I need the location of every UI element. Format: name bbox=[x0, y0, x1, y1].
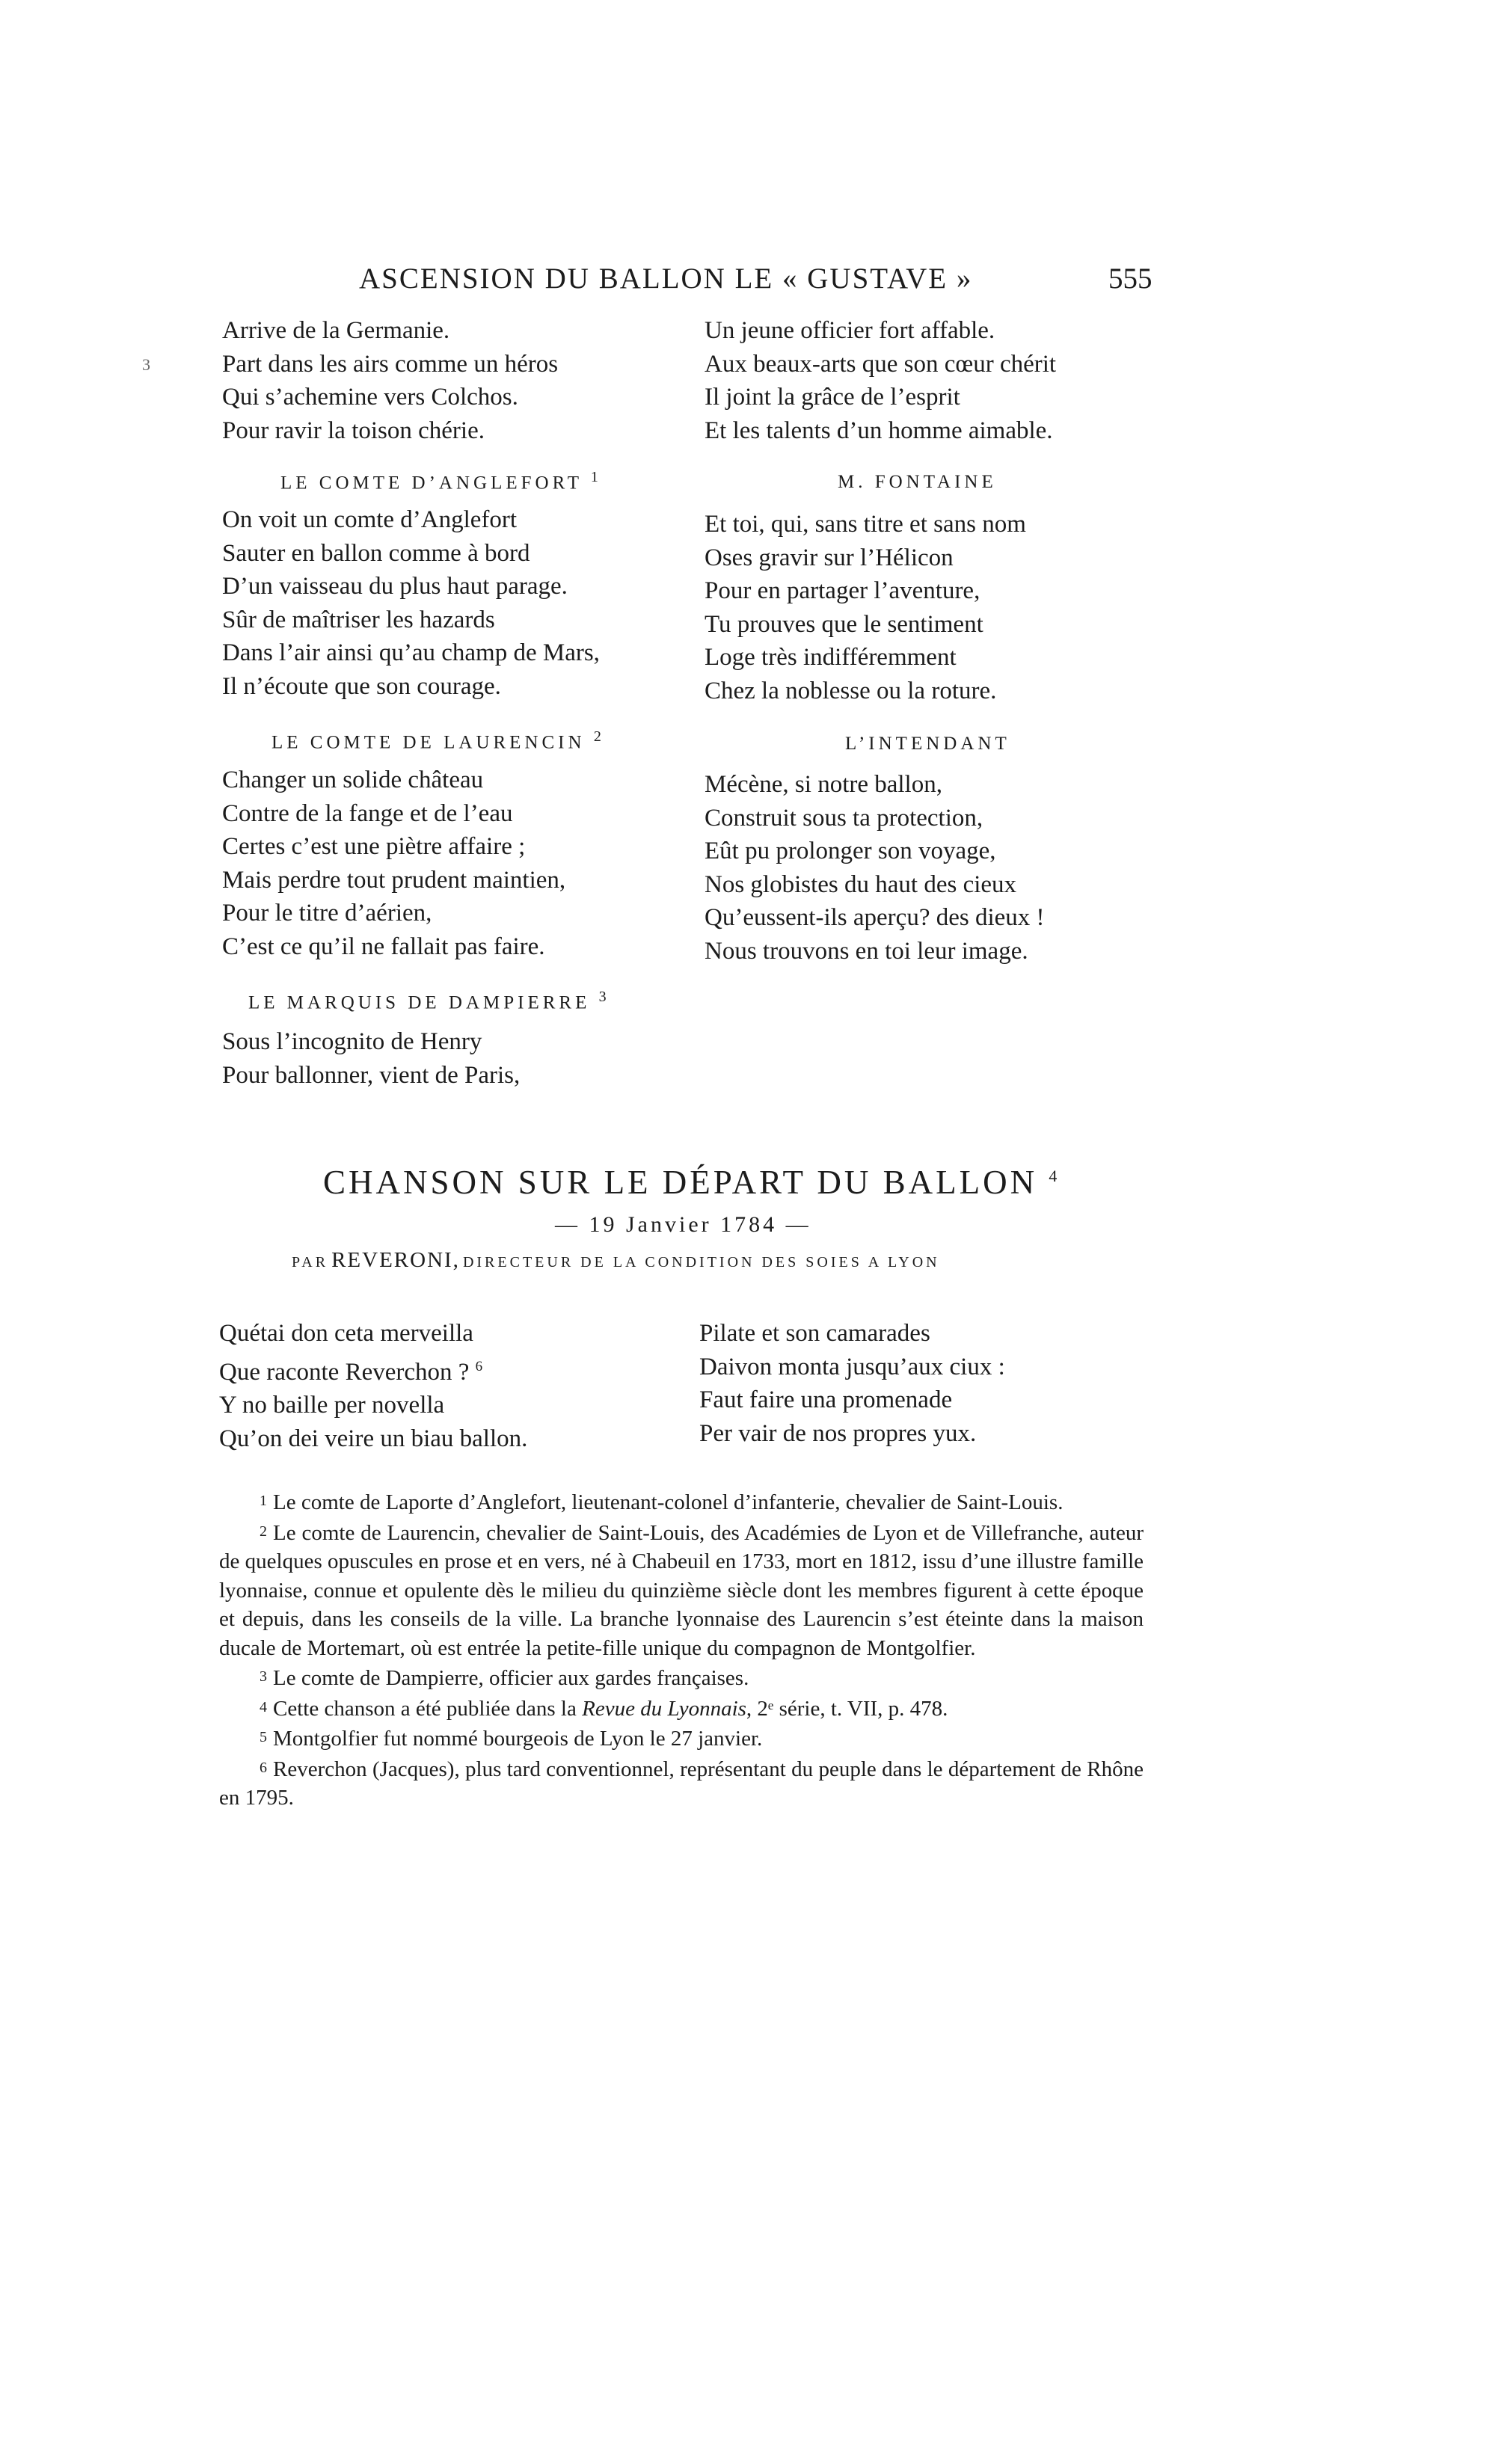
verse-line: Part dans les airs comme un héros bbox=[222, 350, 559, 378]
song-title-text: CHANSON SUR LE DÉPART DU BALLON bbox=[323, 1164, 1038, 1201]
speaker-heading bbox=[845, 734, 1010, 755]
verse-line: C’est ce qu’il ne fallait pas faire. bbox=[222, 933, 545, 960]
footnote-text: Montgolfier fut nommé bourgeois de Lyon le 27 janvier. bbox=[273, 1727, 763, 1751]
speaker-name: L’INTENDANT bbox=[845, 734, 1010, 754]
footnote-ref: 4 bbox=[1049, 1167, 1058, 1185]
verse-line: Chez la noblesse ou la roture. bbox=[705, 677, 997, 704]
song-byline bbox=[292, 1248, 940, 1273]
footnote-text: Reverchon (Jacques), plus tard conventionnel, représentant du peuple dans le département de Rhône en 1795. bbox=[219, 1757, 1144, 1810]
verse-line: Pilate et son camarades bbox=[699, 1320, 930, 1347]
verse-line: Sous l’incognito de Henry bbox=[222, 1028, 482, 1055]
speaker-name: M. FONTAINE bbox=[838, 472, 997, 492]
footnote-number: 3 bbox=[260, 1668, 267, 1685]
byline-par: PAR bbox=[292, 1254, 329, 1271]
speaker-name: LE MARQUIS DE DAMPIERRE bbox=[248, 992, 591, 1013]
footnote-ref: 3 bbox=[598, 989, 607, 1005]
footnote bbox=[219, 1487, 1144, 1517]
left-stanza-3 bbox=[222, 764, 565, 963]
footnote bbox=[219, 1693, 1144, 1724]
footnote-text: , 2ᵉ série, t. VII, p. 478. bbox=[746, 1696, 948, 1721]
footnote-text: Le comte de Laurencin, chevalier de Saint-Louis, des Académies de Lyon et de Villefranche, auteur de quelques opuscules en prose et en vers, né à Chabeuil en 1733, mort en 1812, issu d’une illustre famille lyonnaise, connue et opulente dès le milieu du quinzième siècle dont les membres figurent à cette époque et depuis, dans les conseils de la ville. La branche lyonnaise des Laurencin s’est éteinte dans la maison ducale de Mortemart, où est entrée la petite-fille unique du compagnon de Montgolfier. bbox=[219, 1520, 1144, 1660]
byline-author: REVERONI, bbox=[331, 1248, 460, 1272]
footnote-text: Cette chanson a été publiée dans la bbox=[273, 1696, 583, 1721]
verse-line: Nos globistes du haut des cieux bbox=[705, 870, 1017, 898]
verse-line: Pour ravir la toison chérie. bbox=[222, 417, 485, 444]
verse-line: Mécène, si notre ballon, bbox=[705, 771, 942, 798]
verse-line: On voit un comte d’Anglefort bbox=[222, 506, 518, 533]
footnote bbox=[219, 1662, 1144, 1693]
footnote-text: Le comte de Laporte d’Anglefort, lieutenant-colonel d’infanterie, chevalier de Saint-Louis. bbox=[273, 1490, 1064, 1514]
left-stanza-2 bbox=[222, 503, 600, 703]
footnote-ref: 1 bbox=[590, 469, 598, 485]
verse-line: Tu prouves que le sentiment bbox=[705, 610, 983, 638]
verse-line: Changer un solide château bbox=[222, 766, 484, 793]
footnote bbox=[219, 1517, 1144, 1663]
verse-line: Et toi, qui, sans titre et sans nom bbox=[705, 511, 1026, 538]
footnote bbox=[219, 1723, 1144, 1754]
verse-line: Sauter en ballon comme à bord bbox=[222, 539, 530, 567]
right-stanza-2 bbox=[705, 508, 1026, 707]
speaker-name: LE COMTE D’ANGLEFORT bbox=[280, 473, 583, 494]
right-stanza-1 bbox=[705, 314, 1056, 447]
verse-line: Contre de la fange et de l’eau bbox=[222, 799, 513, 827]
footnote-number: 5 bbox=[260, 1729, 267, 1745]
song-title bbox=[323, 1163, 1057, 1202]
speaker-heading bbox=[280, 469, 598, 494]
verse-line: Il n’écoute que son courage. bbox=[222, 672, 501, 700]
right-stanza-3 bbox=[705, 768, 1045, 968]
footnote-text: Le comte de Dampierre, officier aux gardes françaises. bbox=[273, 1666, 749, 1690]
page-number: 555 bbox=[1108, 262, 1153, 295]
verse-line: Y no baille per novella bbox=[219, 1392, 445, 1419]
byline-role: DIRECTEUR DE LA CONDITION DES SOIES A LYON bbox=[462, 1254, 940, 1271]
verse-text: Que raconte Reverchon ? bbox=[219, 1358, 470, 1386]
verse-line: Mais perdre tout prudent maintien, bbox=[222, 866, 566, 894]
verse-line: Pour ballonner, vient de Paris, bbox=[222, 1061, 521, 1089]
footnote-number: 6 bbox=[260, 1759, 267, 1776]
verse-line: D’un vaisseau du plus haut parage. bbox=[222, 573, 568, 600]
speaker-name: LE COMTE DE LAURENCIN bbox=[271, 732, 586, 753]
footnote-ref: 6 bbox=[475, 1358, 483, 1374]
verse-line: Oses gravir sur l’Hélicon bbox=[705, 544, 954, 571]
verse-line: Loge très indifféremment bbox=[705, 644, 957, 671]
footnote-ref: 2 bbox=[593, 728, 601, 745]
left-stanza-4 bbox=[222, 1025, 520, 1092]
verse-line: Pour en partager l’aventure, bbox=[705, 577, 980, 604]
footnote-number: 4 bbox=[260, 1698, 267, 1715]
verse-line: Nous trouvons en toi leur image. bbox=[705, 937, 1028, 965]
verse-line: Quétai don ceta merveilla bbox=[219, 1320, 473, 1347]
verse-line: Arrive de la Germanie. bbox=[222, 317, 450, 344]
verse-line: Daivon monta jusqu’aux ciux : bbox=[699, 1353, 1005, 1380]
verse-line: Il joint la grâce de l’esprit bbox=[705, 384, 960, 411]
verse-line: Faut faire una promenade bbox=[699, 1386, 953, 1413]
verse-line: Qui s’achemine vers Colchos. bbox=[222, 384, 518, 411]
footnotes bbox=[219, 1487, 1144, 1813]
speaker-heading bbox=[248, 989, 607, 1013]
speaker-heading bbox=[271, 728, 601, 753]
verse-line: Pour le titre d’aérien, bbox=[222, 900, 432, 927]
verse-line: Eût pu prolonger son voyage, bbox=[705, 838, 996, 864]
left-stanza-1 bbox=[222, 314, 558, 447]
verse-line: Dans l’air ainsi qu’au champ de Mars, bbox=[222, 639, 600, 666]
song-right-stanza bbox=[699, 1317, 1005, 1450]
song-date: — 19 Janvier 1784 — bbox=[555, 1212, 811, 1237]
verse-line: Construit sous ta protection, bbox=[705, 804, 983, 832]
verse-line: Certes c’est une piètre affaire ; bbox=[222, 833, 526, 860]
footnote-number: 1 bbox=[260, 1493, 267, 1509]
verse-line: Aux beaux-arts que son cœur chérit bbox=[705, 350, 1057, 378]
verse-line: Sûr de maîtriser les hazards bbox=[222, 606, 495, 633]
journal-title: Revue du Lyonnais bbox=[582, 1696, 746, 1721]
margin-mark: 3 bbox=[142, 355, 150, 374]
verse-line: Et les talents d’un homme aimable. bbox=[705, 417, 1053, 444]
footnote-number: 2 bbox=[260, 1523, 267, 1540]
running-head: ASCENSION DU BALLON LE « GUSTAVE » bbox=[359, 262, 973, 295]
verse-line: Un jeune officier fort affable. bbox=[705, 317, 995, 344]
verse-line: Per vair de nos propres yux. bbox=[699, 1419, 977, 1447]
verse-line: Qu’eussent-ils aperçu? des dieux ! bbox=[705, 904, 1045, 931]
footnote bbox=[219, 1754, 1144, 1813]
verse-line bbox=[219, 1351, 527, 1389]
speaker-heading bbox=[838, 472, 997, 493]
verse-line: Qu’on dei veire un biau ballon. bbox=[219, 1425, 528, 1452]
song-left-stanza bbox=[219, 1317, 527, 1455]
